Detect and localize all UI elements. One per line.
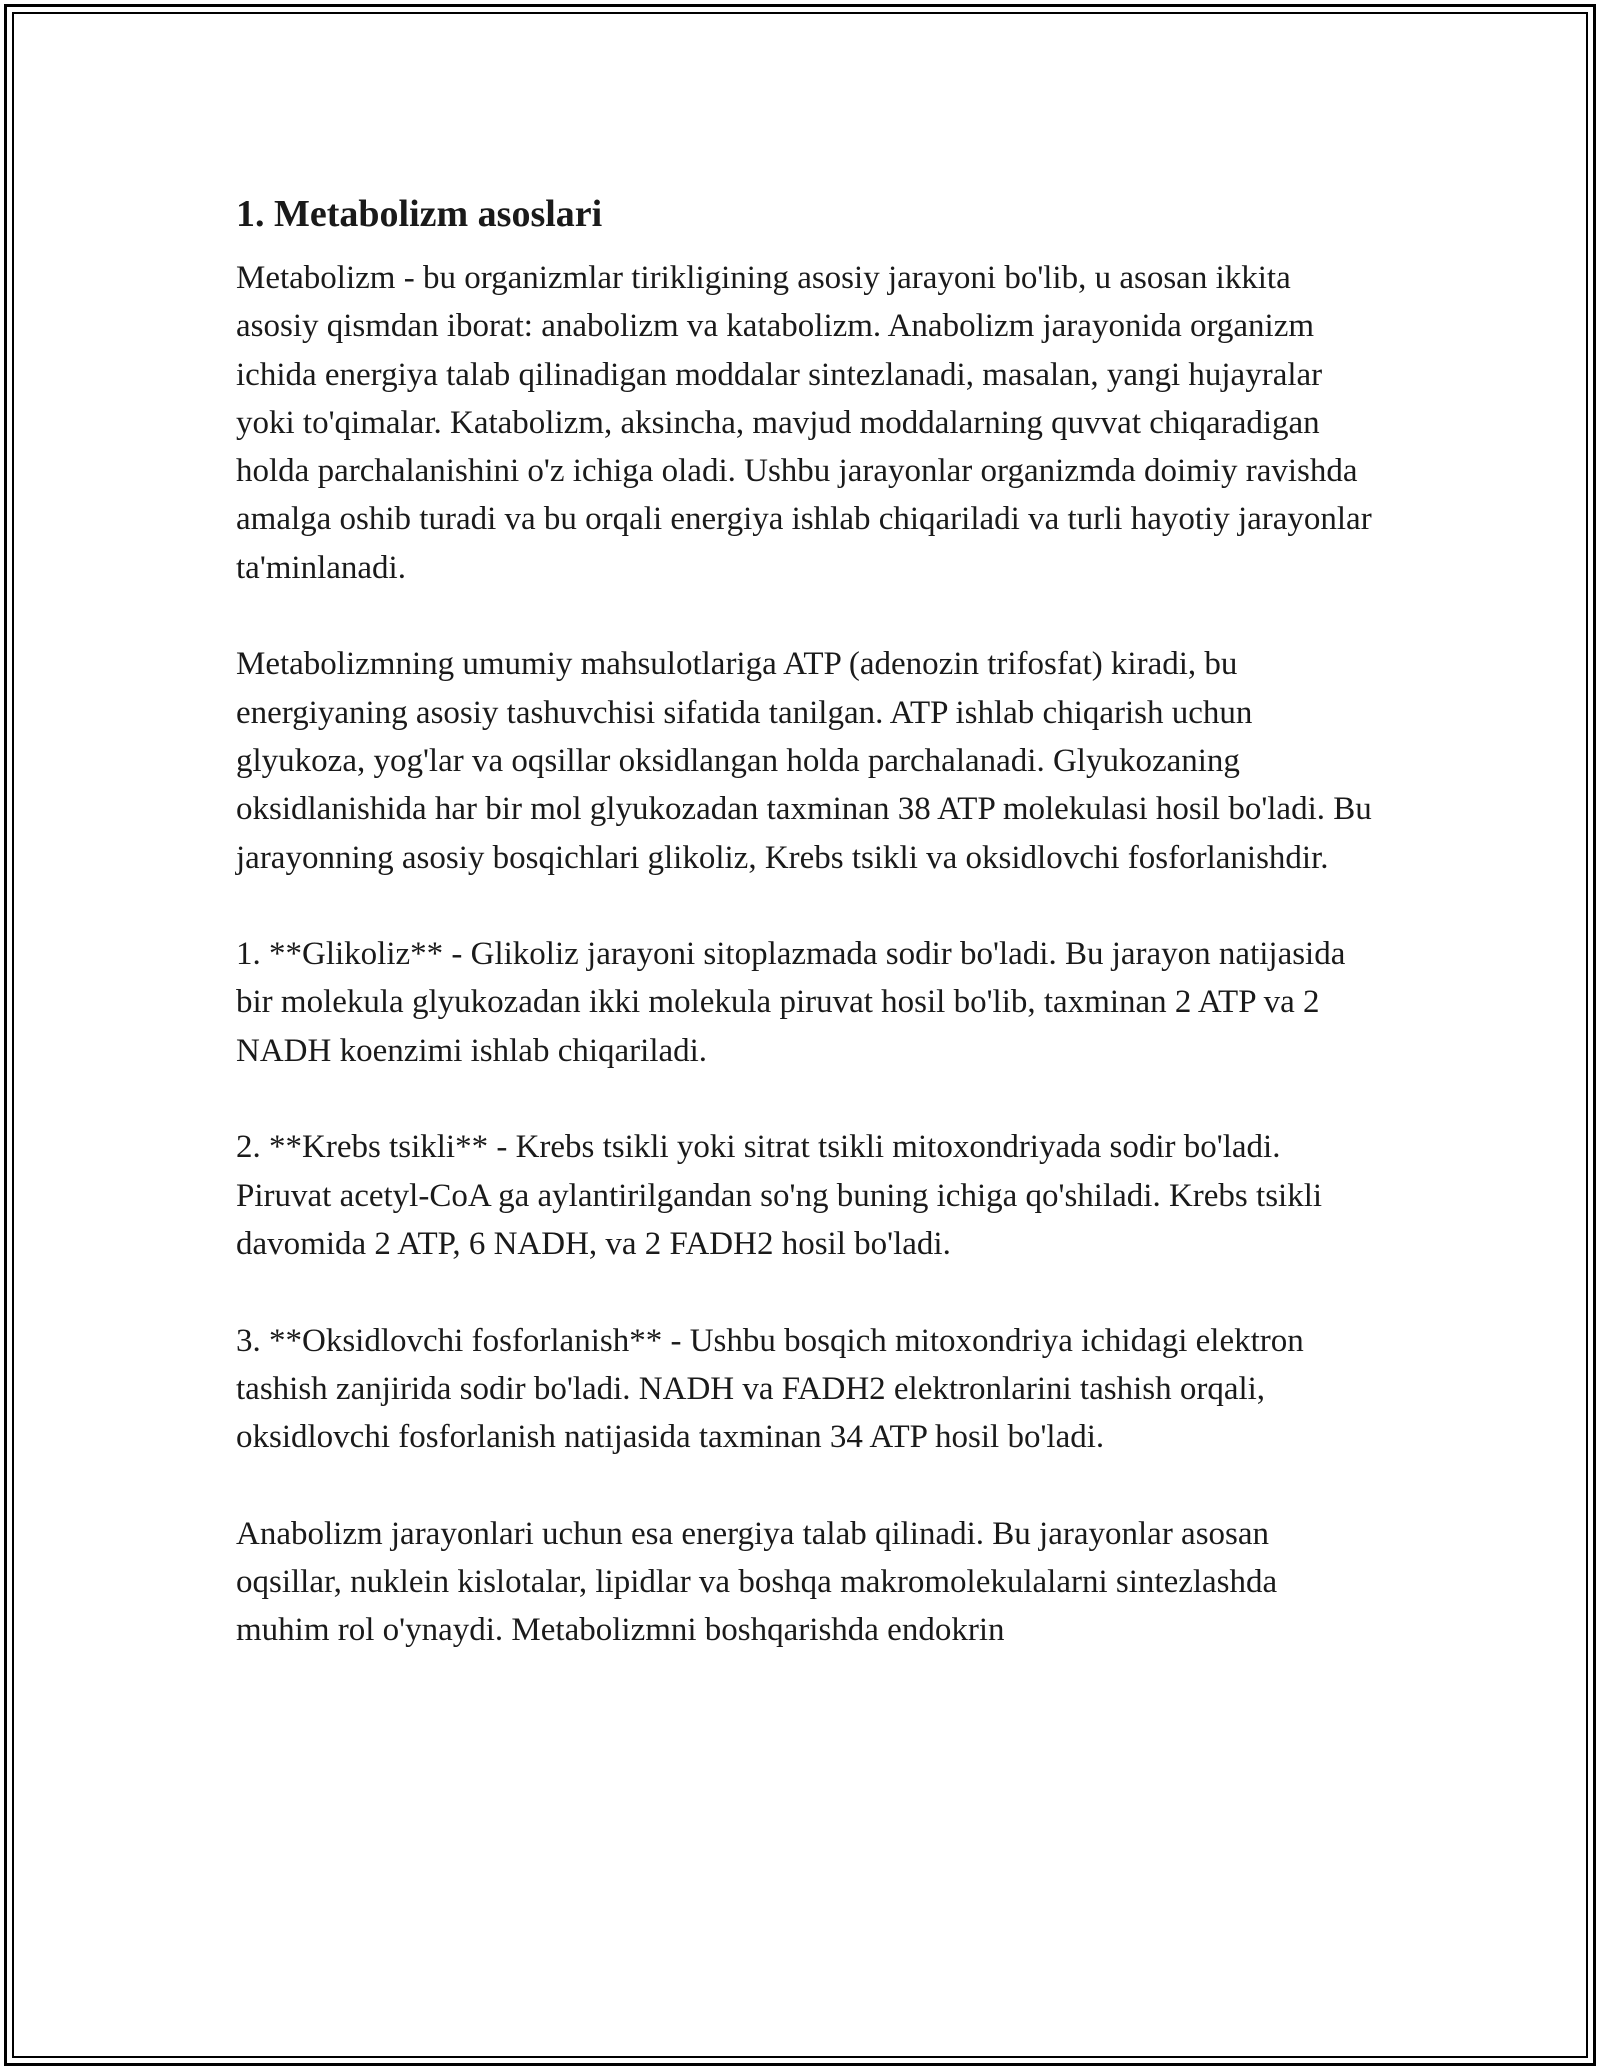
document-body [236,186,1376,1655]
paragraph-krebs: 2. **Krebs tsikli** - Krebs tsikli yoki sitrat tsikli mitoxondriyada sodir bo'ladi. Piruvat acetyl-CoA ga aylantirilgandan so'ng buning ichiga qo'shiladi. Krebs tsikli davomida 2 ATP, 6 NADH, va 2 FADH2 hosil bo'ladi. [236,1129,1323,1262]
paragraph-anabolism: Anabolizm jarayonlari uchun esa energiya talab qilinadi. Bu jarayonlar asosan oqsillar, nuklein kislotalar, lipidlar va boshqa makromolekulalarni sintezlashda muhim rol o'ynaydi. Metabolizmni boshqarishda endokrin [236,1515,1278,1649]
section-heading: 1. Metabolizm asoslari [236,193,603,235]
paragraph-intro: Metabolizm - bu organizmlar tirikligining asosiy jarayoni bo'lib, u asosan ikkita asosiy qismdan iborat: anabolizm va katabolizm. Anabolizm jarayonida organizm ichida energiya talab qilinadigan moddalar sintezlanadi, masalan, yangi hujayralar yoki to'qimalar. Katabolizm, aksincha, mavjud moddalarning quvvat chiqaradigan holda parchalanishini o'z ichiga oladi. Ushbu jarayonlar organizmda doimiy ravishda amalga oshib turadi va bu orqali energiya ishlab chiqariladi va turli hayotiy jarayonlar ta'minlanadi. [236,260,1372,586]
paragraph-atp: Metabolizmning umumiy mahsulotlariga ATP (adenozin trifosfat) kiradi, bu energiyaning asosiy tashuvchisi sifatida tanilgan. ATP ishlab chiqarish uchun glyukoza, yog'lar va oqsillar oksidlangan holda parchalanadi. Glyukozaning oksidlanishida har bir mol glyukozadan taxminan 38 ATP molekulasi hosil bo'ladi. Bu jarayonning asosiy bosqichlari glikoliz, Krebs tsikli va oksidlovchi fosforlanishdir. [236,646,1372,876]
paragraph-glycolysis: 1. **Glikoliz** - Glikoliz jarayoni sitoplazmada sodir bo'ladi. Bu jarayon natijasida bir molekula glyukozadan ikki molekula piruvat hosil bo'lib, taxminan 2 ATP va 2 NADH koenzimi ishlab chiqariladi. [236,936,1346,1069]
paragraph-oxidative-phosphorylation: 3. **Oksidlovchi fosforlanish** - Ushbu bosqich mitoxondriya ichidagi elektron tashish zanjirida sodir bo'ladi. NADH va FADH2 elektronlarini tashish orqali, oksidlovchi fosforlanish natijasida taxminan 34 ATP hosil bo'ladi. [236,1322,1304,1456]
